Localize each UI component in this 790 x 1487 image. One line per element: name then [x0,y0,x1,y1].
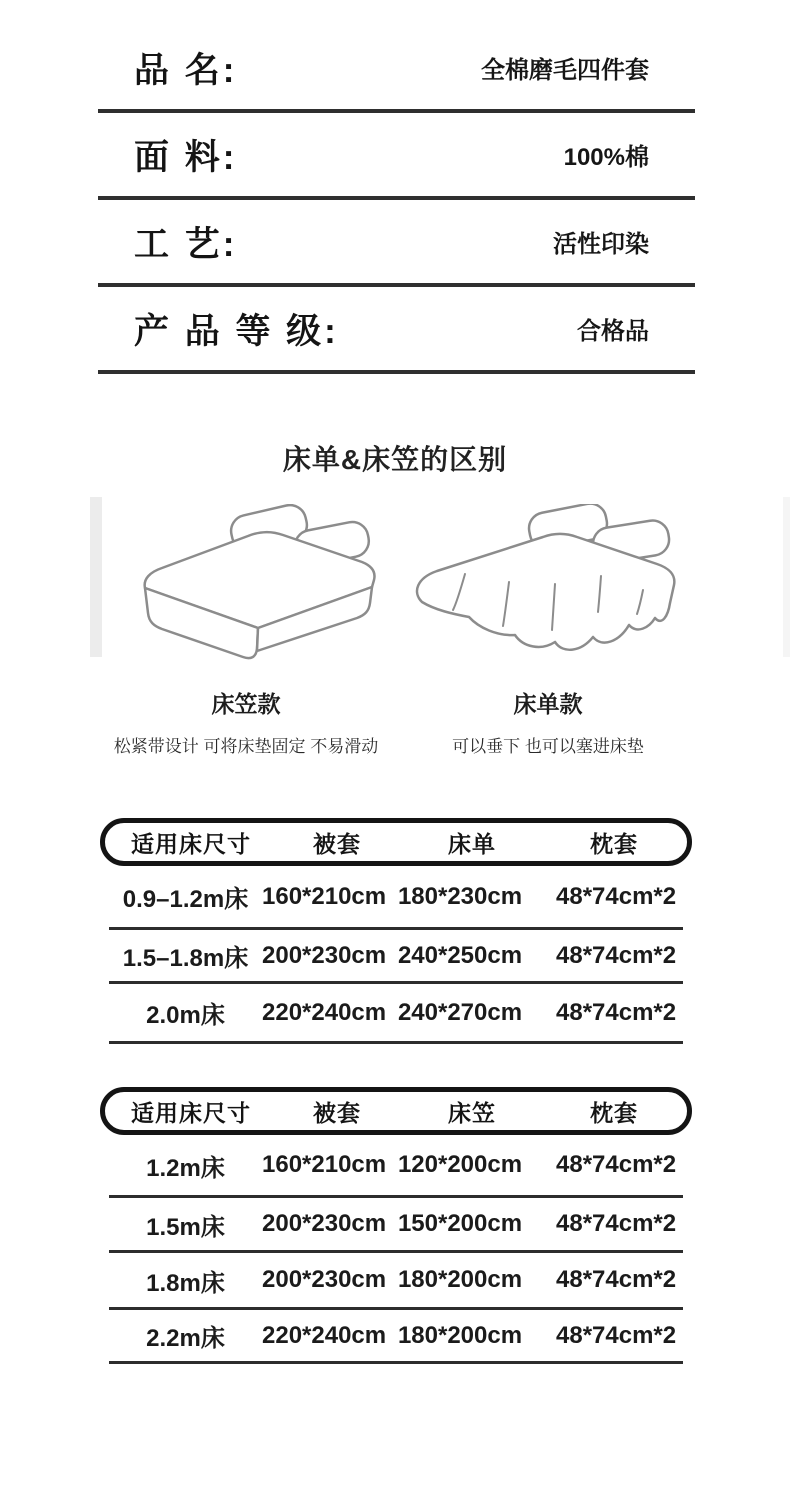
column-header-pillowcase: 枕套 [590,830,638,857]
cell-pillowcase: 48*74cm*2 [556,1210,677,1237]
size-table-header [100,818,692,866]
flat-sheet-description: 可以垂下 也可以塞进床垫 [452,737,644,756]
comparison-title: 床单&床笠的区别 [282,444,508,475]
fitted-sheet-name: 床笠款 [211,691,281,717]
flat-sheet-card [397,504,699,757]
cell-flat-sheet: 240*250cm [397,941,523,969]
cell-duvet-cover: 200*230cm [262,1266,387,1293]
fitted-sheet-card [95,504,397,757]
cell-bed-size: 2.0m床 [146,1002,225,1029]
cell-fitted-sheet: 180*200cm [397,1321,523,1349]
flat-sheet-name: 床单款 [513,691,583,717]
spec-label: 工 艺: [134,224,238,264]
spec-label: 面 料: [134,137,238,177]
table-row [109,1253,683,1310]
cell-bed-size: 1.2m床 [146,1154,225,1182]
cell-pillowcase: 48*74cm*2 [556,1321,677,1349]
cell-bed-size: 2.2m床 [146,1325,225,1352]
size-table-header [100,1087,692,1135]
cell-duvet-cover: 220*240cm [262,1321,387,1349]
flat-sheet-bed-icon [397,504,699,664]
size-table-flat-sheet [100,818,692,1044]
column-header-bed-size: 适用床尺寸 [131,1099,251,1126]
spec-list [98,26,695,374]
image-edge-strip-right [783,497,790,657]
cell-pillowcase: 48*74cm*2 [556,1151,677,1178]
table-row [109,1310,683,1364]
fitted-sheet-description: 松紧带设计 可将床垫固定 不易滑动 [113,737,379,756]
size-table-body [109,866,683,1044]
spec-value: 100%棉 [563,144,649,171]
cell-bed-size: 1.5–1.8m床 [122,945,249,972]
cell-bed-size: 1.8m床 [146,1269,225,1297]
cell-pillowcase: 48*74cm*2 [556,998,677,1026]
cell-bed-size: 0.9–1.2m床 [122,886,249,913]
spec-row-craft [98,200,695,287]
column-header-flat-sheet: 床单 [448,830,496,857]
cell-fitted-sheet: 150*200cm [397,1210,523,1237]
cell-duvet-cover: 160*210cm [262,882,387,910]
size-table-fitted-sheet [100,1087,692,1364]
cell-duvet-cover: 220*240cm [262,998,387,1026]
table-row [109,1198,683,1253]
cell-duvet-cover: 200*230cm [262,1210,387,1237]
spec-value: 全棉磨毛四件套 [481,57,649,84]
cell-duvet-cover: 200*230cm [262,941,387,969]
spec-row-fabric [98,113,695,200]
spec-row-grade [98,287,695,374]
cell-duvet-cover: 160*210cm [262,1151,387,1178]
cell-pillowcase: 48*74cm*2 [556,941,677,969]
spec-value: 活性印染 [553,231,649,258]
table-row [109,1135,683,1198]
column-header-fitted-sheet: 床笠 [448,1099,496,1126]
spec-row-product-name [98,26,695,113]
spec-value: 合格品 [577,318,649,345]
cell-pillowcase: 48*74cm*2 [556,882,677,910]
spec-label: 品 名: [134,50,238,90]
table-row [109,866,683,930]
cell-fitted-sheet: 180*200cm [397,1266,523,1293]
sheet-comparison [95,504,705,757]
cell-flat-sheet: 240*270cm [397,998,523,1026]
cell-bed-size: 1.5m床 [146,1213,225,1241]
table-row [109,930,683,984]
column-header-duvet-cover: 被套 [313,1099,361,1126]
size-table-body [109,1135,683,1364]
spec-label: 产 品 等 级: [134,311,339,351]
table-row [109,984,683,1044]
column-header-pillowcase: 枕套 [590,1099,638,1126]
cell-flat-sheet: 180*230cm [397,882,523,910]
column-header-bed-size: 适用床尺寸 [131,830,251,857]
cell-fitted-sheet: 120*200cm [397,1151,523,1178]
image-edge-strip-left [90,497,102,657]
fitted-sheet-bed-icon [95,504,397,664]
cell-pillowcase: 48*74cm*2 [556,1266,677,1293]
column-header-duvet-cover: 被套 [313,830,361,857]
